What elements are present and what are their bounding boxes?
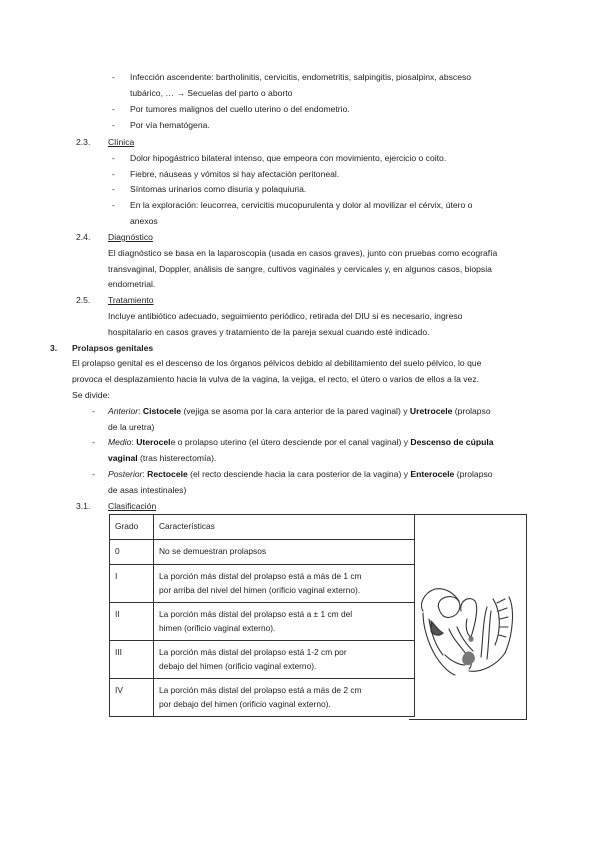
characteristics-cell: La porción más distal del prolapso está a más de 1 cm por arriba del nivel del himen (orificio vaginal externo). <box>154 565 415 603</box>
division-medio-cont: vaginal (tras histerectomía). <box>108 453 217 463</box>
bullet-dash: - <box>112 200 115 210</box>
bullet-dash: - <box>112 184 115 194</box>
table-header-row <box>110 515 415 540</box>
section-number: 3.1. <box>76 501 91 511</box>
paragraph-line: endometrial. <box>108 279 156 289</box>
illustration-cell <box>409 514 527 720</box>
bullet-dash: - <box>112 104 115 114</box>
characteristics-cell: La porción más distal del prolapso está 1-2 cm por debajo del himen (orificio vaginal externo). <box>154 641 415 679</box>
grades-table <box>109 514 415 717</box>
paragraph-line: Se divide: <box>72 390 110 400</box>
heading-number: 3. <box>50 343 58 353</box>
table-row <box>110 679 415 717</box>
section-number: 2.5. <box>76 295 91 305</box>
bullet-text: Dolor hipogástrico bilateral intenso, que empeora con movimiento, ejercicio o coito. <box>130 153 447 163</box>
bullet-text: Por vía hematógena. <box>130 120 210 130</box>
division-medio: Medio: Uterocele o prolapso uterino (el útero desciende por el canal vaginal) y Descenso de cúpula <box>108 437 494 447</box>
table-row <box>110 603 415 641</box>
division-posterior-cont: de asas intestinales) <box>108 485 187 495</box>
bullet-text: Fiebre, náuseas y vómitos si hay afectación peritoneal. <box>130 169 340 179</box>
section-title-clinica: Clínica <box>108 137 135 147</box>
bullet-dash: - <box>92 469 95 479</box>
paragraph-line: provoca el desplazamiento hacia la vulva de la vagina, la vejiga, el recto, el útero o varios de ellos a la vez. <box>72 374 480 384</box>
bullet-text-cont: tubárico, … → Secuelas del parto o aborto <box>130 88 293 98</box>
table-row <box>110 641 415 679</box>
paragraph-line: El diagnóstico se basa en la laparoscopia (usada en casos graves), junto con pruebas como ecografía <box>108 248 498 258</box>
characteristics-cell: La porción más distal del prolapso está a ± 1 cm del himen (orificio vaginal externo). <box>154 603 415 641</box>
bullet-text-cont: anexos <box>130 216 158 226</box>
table-row <box>110 540 415 565</box>
paragraph-line: transvaginal, Doppler, análisis de sangre, cultivos vaginales y cervicales y, en algunos casos, biopsia <box>108 264 492 274</box>
grade-cell: 0 <box>110 540 154 565</box>
division-anterior-cont: de la uretra) <box>108 422 155 432</box>
section-title-diagnostico: Diagnóstico <box>108 232 153 242</box>
bullet-text: En la exploración: leucorrea, cervicitis mucopurulenta y dolor al movilizar el cérvix, útero o <box>130 200 473 210</box>
paragraph-line: El prolapso genital es el descenso de los órganos pélvicos debido al debilitamiento del suelo pélvico, lo que <box>72 358 482 368</box>
grade-cell: III <box>110 641 154 679</box>
table-header-cell: Características <box>154 515 415 540</box>
bullet-text: Infección ascendente: bartholinitis, cervicitis, endometritis, salpingitis, piosalpinx, absceso <box>130 72 472 82</box>
bullet-text: Por tumores malignos del cuello uterino o del endometrio. <box>130 104 350 114</box>
section-title-tratamiento: Tratamiento <box>108 295 154 305</box>
characteristics-cell: La porción más distal del prolapso está a más de 2 cm por debajo del himen (orificio vaginal externo). <box>154 679 415 717</box>
grade-cell: II <box>110 603 154 641</box>
heading-prolapsos: Prolapsos genitales <box>72 343 154 353</box>
characteristics-cell: No se demuestran prolapsos <box>154 540 415 565</box>
paragraph-line: Incluye antibiótico adecuado, seguimiento periódico, retirada del DIU si es necesario, ingreso <box>108 311 463 321</box>
table-row <box>110 565 415 603</box>
paragraph-line: hospitalario en casos graves y tratamiento de la pareja sexual cuando esté indicado. <box>108 327 430 337</box>
bullet-dash: - <box>112 120 115 130</box>
bullet-dash: - <box>112 72 115 82</box>
division-posterior: Posterior: Rectocele (el recto desciende hacia la cara posterior de la vagina) y Enterocele (prolapso <box>108 469 493 479</box>
pelvic-anatomy-illustration <box>409 515 527 721</box>
bullet-dash: - <box>92 437 95 447</box>
bullet-dash: - <box>112 169 115 179</box>
section-title-clasificacion: Clasificación <box>108 501 157 511</box>
grade-cell: IV <box>110 679 154 717</box>
bullet-dash: - <box>92 406 95 416</box>
bullet-text: Síntomas urinarios como disuria y polaquiuria. <box>130 184 307 194</box>
bullet-dash: - <box>112 153 115 163</box>
section-number: 2.3. <box>76 137 91 147</box>
section-number: 2.4. <box>76 232 91 242</box>
division-anterior: Anterior: Cistocele (vejiga se asoma por la cara anterior de la pared vaginal) y Uretrocele (prolapso <box>108 406 491 416</box>
grade-cell: I <box>110 565 154 603</box>
table-header-cell: Grado <box>110 515 154 540</box>
